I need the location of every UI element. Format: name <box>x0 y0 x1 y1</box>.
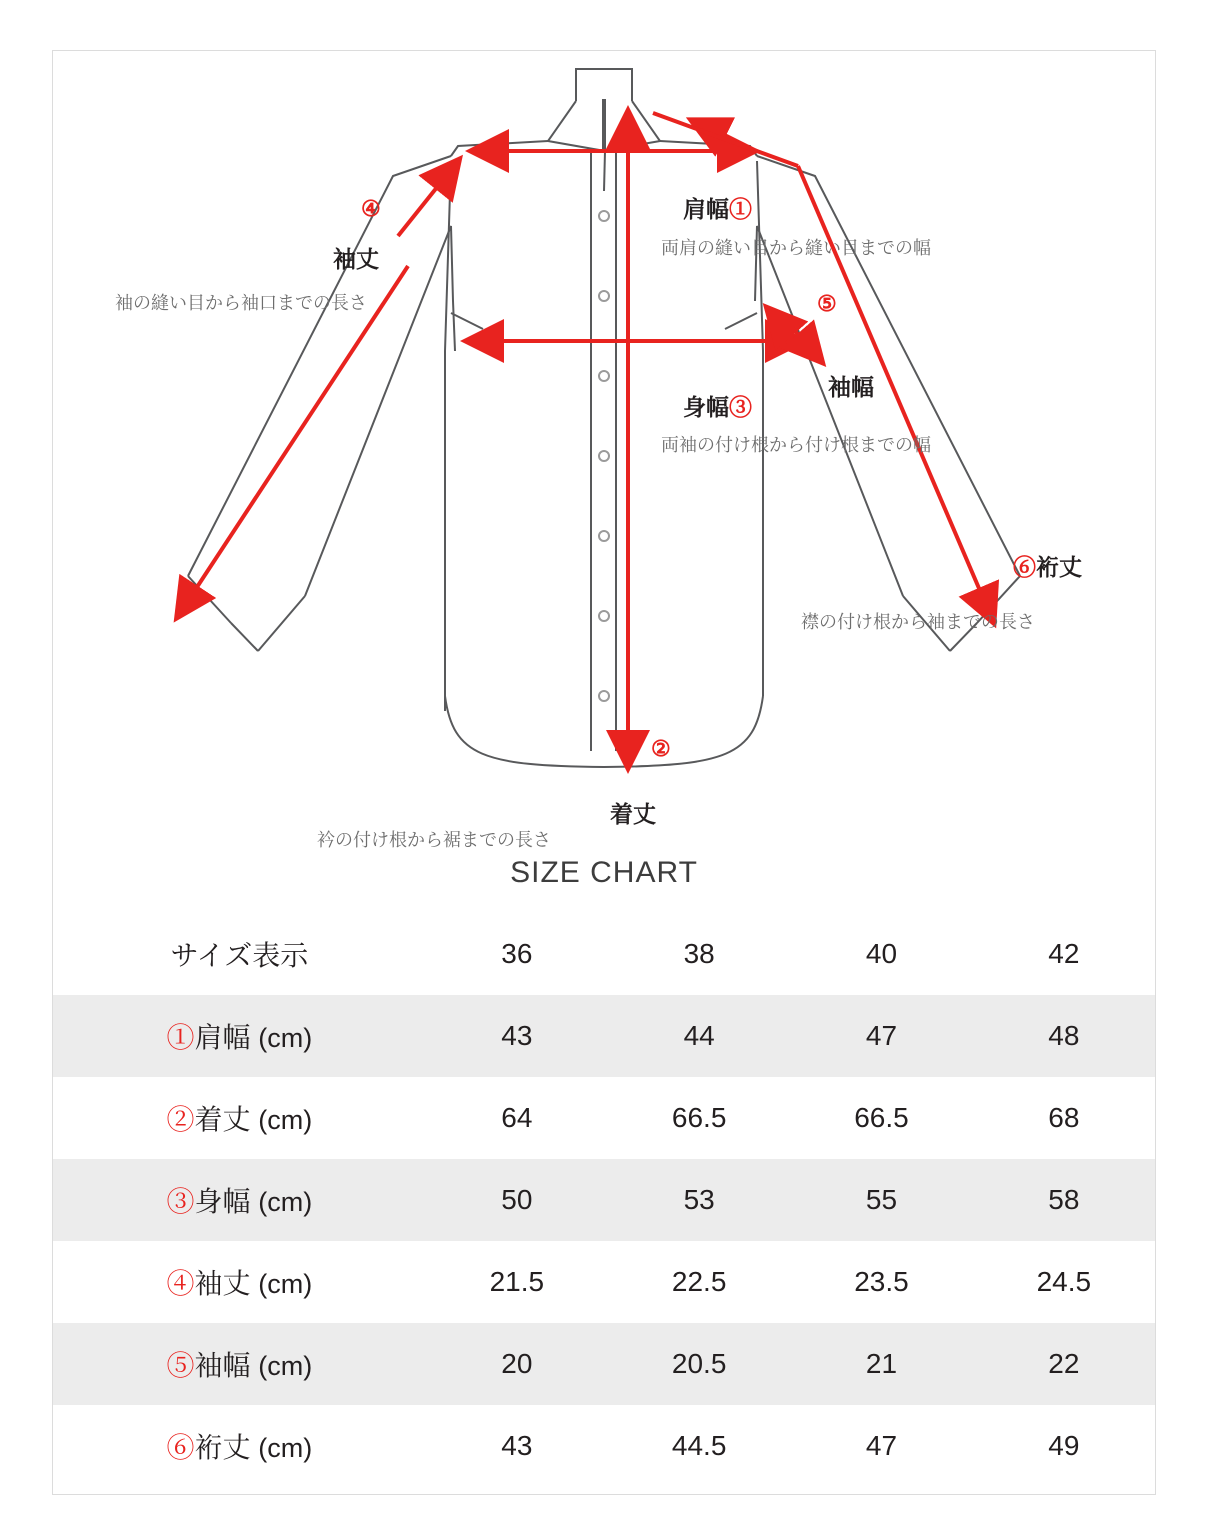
header-size-42: 42 <box>1048 938 1080 969</box>
annotation-title-sleeve-length: 袖丈 <box>333 246 379 272</box>
cell-bodywidth-42: 58 <box>973 1159 1155 1241</box>
annotation-sub-shoulder-width: 両肩の縫い目から縫い目までの幅 <box>661 238 931 258</box>
row-label-body-length: ②着丈 (cm) <box>166 1104 313 1135</box>
cell-shoulder-36: 43 <box>426 995 608 1077</box>
annotation-sub-body-length: 衿の付け根から裾までの長さ <box>317 830 551 850</box>
shirt-outline <box>188 69 1020 767</box>
cell-bodylength-36: 64 <box>501 1102 533 1133</box>
size-chart-table <box>53 913 1155 1487</box>
cell-sleevelength-38: 22.5 <box>671 1266 727 1297</box>
cell-yuki-38: 44.5 <box>671 1430 727 1461</box>
yuki-line-a <box>653 113 798 166</box>
cell-bodylength-40: 66.5 <box>854 1102 909 1133</box>
table-row <box>53 1077 1155 1159</box>
table-row <box>53 1323 1155 1405</box>
sleeve-length-line-down <box>178 266 408 616</box>
cell-yuki-36: 43 <box>501 1430 533 1461</box>
annotation-marker-sleeve-width: ⑤ <box>817 291 837 316</box>
annotation-sub-body-width: 両袖の付け根から付け根までの幅 <box>661 435 931 455</box>
row-label-body-width: ③身幅 (cm) <box>53 1159 426 1241</box>
header-size-38: 38 <box>683 938 715 969</box>
annotation-marker-body-length: ② <box>651 736 671 761</box>
content-frame <box>52 50 1156 1495</box>
cell-bodywidth-38: 53 <box>608 1159 790 1241</box>
button-row <box>599 211 609 701</box>
cell-bodylength-42: 68 <box>1048 1102 1080 1133</box>
cell-sleevewidth-38: 20.5 <box>608 1323 790 1405</box>
table-row <box>53 1405 1155 1487</box>
row-label-sleeve-length: ④袖丈 (cm) <box>166 1268 313 1299</box>
cell-sleevewidth-40: 21 <box>790 1323 972 1405</box>
cell-sleevelength-42: 24.5 <box>1036 1266 1092 1297</box>
cell-bodylength-38: 66.5 <box>671 1102 727 1133</box>
header-label-cell: サイズ表示 <box>170 940 309 971</box>
annotation-title-shoulder-width: 肩幅① <box>683 196 752 222</box>
cell-sleevelength-36: 21.5 <box>489 1266 545 1297</box>
cell-sleevewidth-36: 20 <box>426 1323 608 1405</box>
cell-shoulder-40: 47 <box>790 995 972 1077</box>
shirt-measurement-diagram <box>53 51 1155 861</box>
annotation-title-yuki-length: ⑥裄丈 <box>1013 554 1082 580</box>
cell-yuki-40: 47 <box>865 1430 898 1461</box>
table-row <box>53 1159 1155 1241</box>
table-row <box>53 995 1155 1077</box>
size-chart-title: SIZE CHART <box>510 856 698 889</box>
row-label-shoulder-width: ①肩幅 (cm) <box>53 995 426 1077</box>
cell-sleevelength-40: 23.5 <box>854 1266 909 1297</box>
cell-yuki-42: 49 <box>1048 1430 1080 1461</box>
header-size-36: 36 <box>501 938 533 969</box>
table-row <box>53 1241 1155 1323</box>
annotation-title-body-length: 着丈 <box>610 801 656 827</box>
table-header-row <box>53 913 1155 995</box>
cell-sleevewidth-42: 22 <box>973 1323 1155 1405</box>
cell-bodywidth-36: 50 <box>426 1159 608 1241</box>
annotation-title-sleeve-width: 袖幅 <box>828 374 874 400</box>
header-size-40: 40 <box>865 938 898 969</box>
cell-shoulder-42: 48 <box>973 995 1155 1077</box>
shirt-svg <box>53 51 1155 861</box>
cell-shoulder-38: 44 <box>608 995 790 1077</box>
annotation-sub-sleeve-length: 袖の縫い目から袖口までの長さ <box>115 293 367 313</box>
annotation-marker-sleeve-length: ④ <box>361 196 381 221</box>
annotation-title-body-width: 身幅③ <box>683 394 752 420</box>
annotation-sub-yuki-length: 襟の付け根から袖までの長さ <box>801 612 1035 632</box>
row-label-yuki-length: ⑥裄丈 (cm) <box>166 1432 313 1463</box>
cell-bodywidth-40: 55 <box>790 1159 972 1241</box>
row-label-sleeve-width: ⑤袖幅 (cm) <box>53 1323 426 1405</box>
sleeve-width-line-up <box>768 309 805 351</box>
